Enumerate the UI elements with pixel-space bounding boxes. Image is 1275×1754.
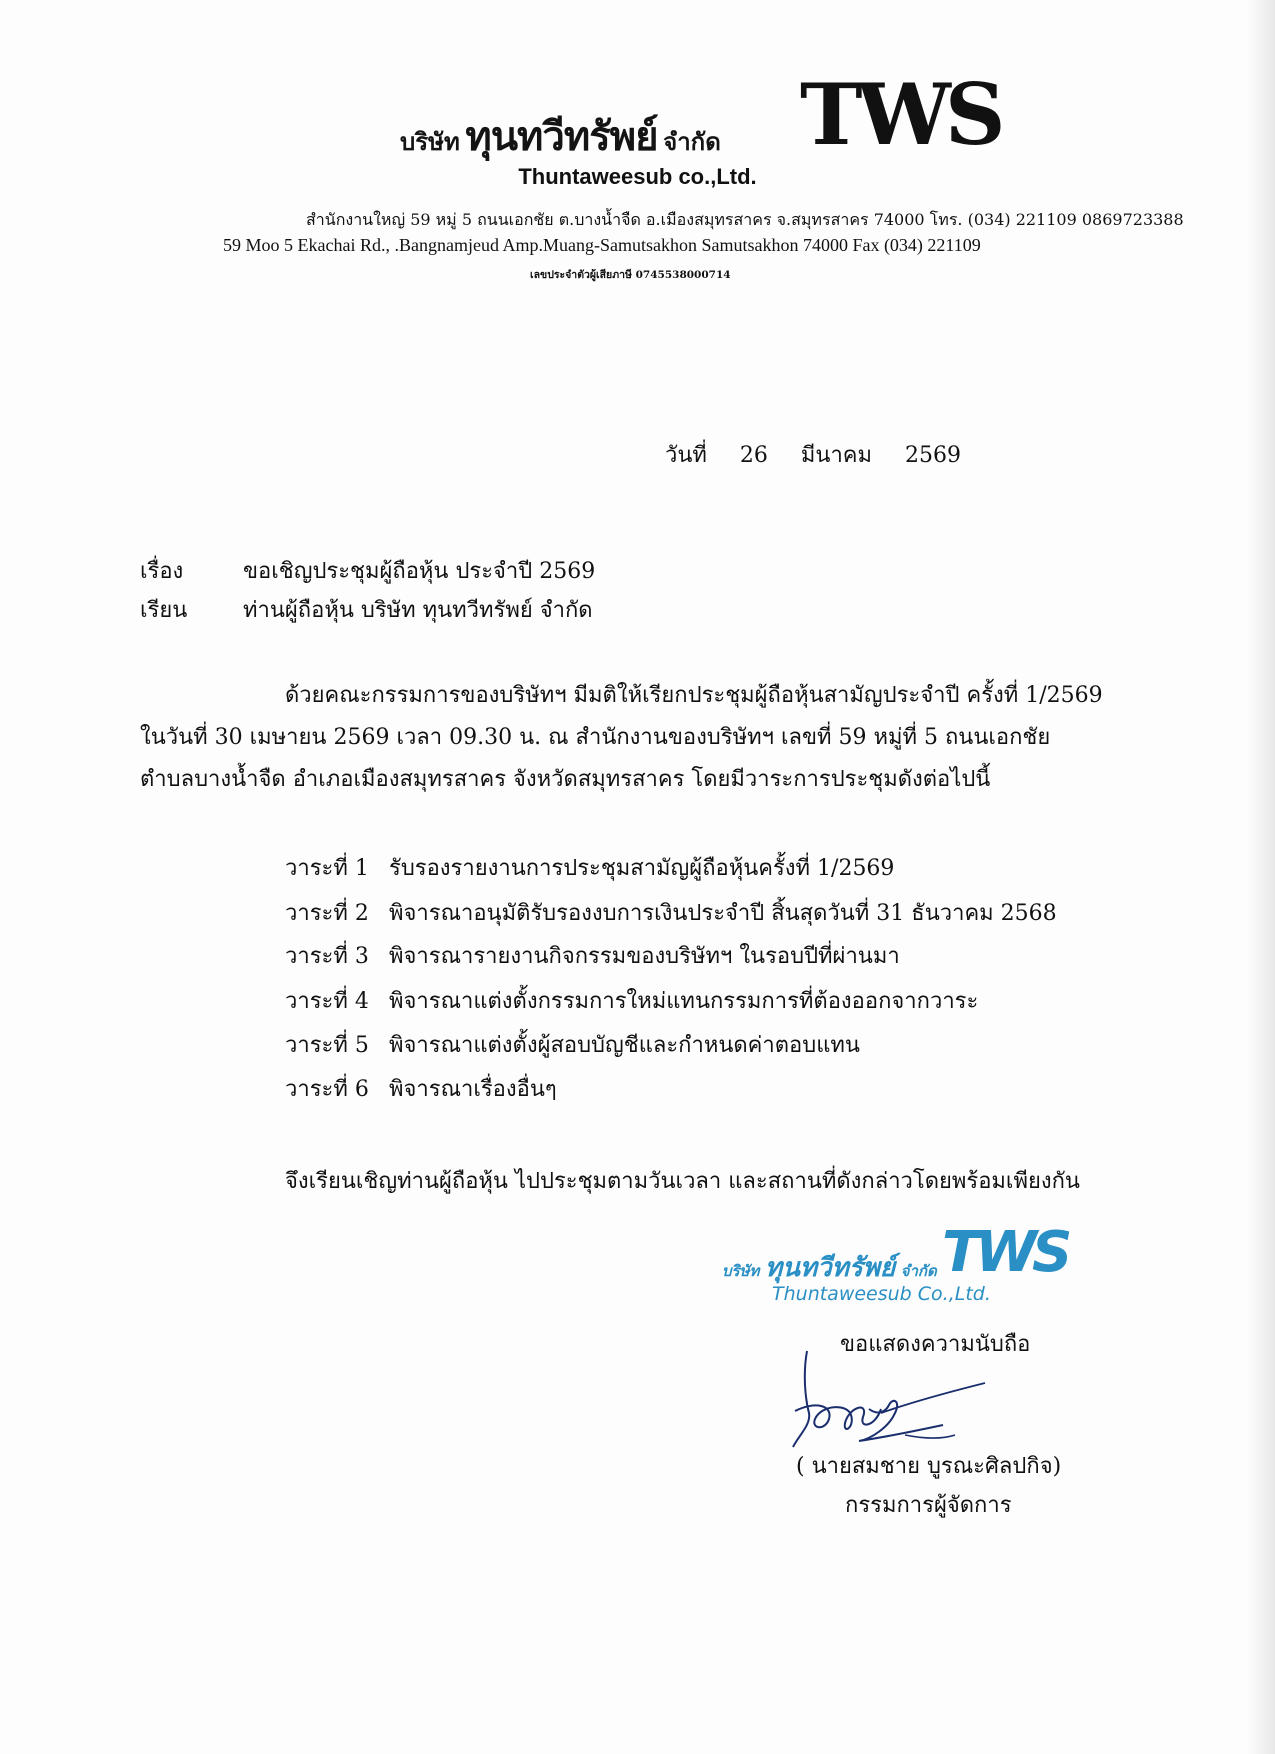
agenda-item	[285, 983, 978, 1018]
company-main-name: ทุนทวีทรัพย์	[465, 114, 658, 160]
recipient-text: ท่านผู้ถือหุ้น บริษัท ทุนทวีทรัพย์ จำกัด	[243, 598, 593, 623]
agenda-text: พิจารณาแต่งตั้งผู้สอบบัญชีและกำหนดค่าตอบแทน	[389, 1033, 860, 1058]
stamp-logo: TWS	[942, 1220, 1068, 1285]
date-label: วันที่	[665, 443, 707, 468]
company-name-thai	[400, 104, 721, 168]
subject-text: ขอเชิญประชุมผู้ถือหุ้น ประจำปี 2569	[243, 559, 596, 584]
body-line-3: ตำบลบางน้ำจืด อำเภอเมืองสมุทรสาคร จังหวัดสมุทรสาคร โดยมีวาระการประชุมดังต่อไปนี้	[140, 767, 991, 792]
agenda-number: วาระที่ 5	[285, 1033, 369, 1058]
regards-text: ขอแสดงความนับถือ	[840, 1332, 1031, 1357]
subject-label: เรื่อง	[140, 559, 184, 584]
handwritten-signature	[785, 1343, 995, 1453]
agenda-number: วาระที่ 2	[285, 901, 369, 926]
signer-name: ( นายสมชาย บูรณะศิลปกิจ)	[796, 1454, 1062, 1479]
agenda-text: พิจารณาแต่งตั้งกรรมการใหม่แทนกรรมการที่ต้องออกจากวาระ	[389, 989, 979, 1014]
agenda-number: วาระที่ 3	[285, 944, 369, 969]
letterhead	[0, 65, 1275, 164]
stamp-prefix: บริษัท	[722, 1262, 760, 1280]
date-month: มีนาคม	[800, 443, 873, 468]
agenda-item	[285, 850, 894, 885]
agenda-item	[285, 1071, 557, 1106]
company-name-english	[0, 164, 1275, 190]
tax-id: เลขประจำตัวผู้เสียภาษี 0745538000714	[530, 269, 731, 281]
signer-title: กรรมการผู้จัดการ	[845, 1493, 1012, 1518]
agenda-item	[285, 895, 1057, 930]
agenda-text: รับรองรายงานการประชุมสามัญผู้ถือหุ้นครั้งที่ 1/2569	[389, 856, 895, 881]
date-day: 26	[739, 443, 768, 468]
stamp-main-name: ทุนทวีทรัพย์	[764, 1253, 896, 1283]
agenda-text: พิจารณาเรื่องอื่นๆ	[389, 1077, 557, 1102]
company-english-text: Thuntaweesub co.,Ltd.	[518, 164, 757, 189]
stamp-english-name: Thuntaweesub Co.,Ltd.	[772, 1283, 991, 1305]
company-logo: TWS	[800, 65, 1000, 164]
company-stamp	[722, 1220, 1068, 1317]
recipient-label: เรียน	[140, 598, 188, 623]
stamp-thai-name	[722, 1247, 937, 1288]
agenda-text: พิจารณาอนุมัติรับรองงบการเงินประจำปี สิ้นสุดวันที่ 31 ธันวาคม 2568	[389, 901, 1057, 926]
address-thai: สำนักงานใหญ่ 59 หมู่ 5 ถนนเอกชัย ต.บางน้ำจืด อ.เมืองสมุทรสาคร จ.สมุทรสาคร 74000 โทร. (034) 221109 0869723388	[306, 210, 1184, 229]
company-suffix: จำกัด	[663, 128, 721, 156]
body-line-1: ด้วยคณะกรรมการของบริษัทฯ มีมติให้เรียกประชุมผู้ถือหุ้นสามัญประจำปี ครั้งที่ 1/2569	[285, 683, 1103, 708]
closing-sentence: จึงเรียนเชิญท่านผู้ถือหุ้น ไปประชุมตามวันเวลา และสถานที่ดังกล่าวโดยพร้อมเพียงกัน	[285, 1169, 1080, 1194]
stamp-suffix: จำกัด	[900, 1262, 937, 1280]
agenda-item	[285, 938, 900, 973]
scan-edge-shadow	[1247, 0, 1275, 1754]
company-prefix: บริษัท	[400, 128, 460, 156]
agenda-text: พิจารณารายงานกิจกรรมของบริษัทฯ ในรอบปีที่ผ่านมา	[389, 944, 900, 969]
agenda-item	[285, 1027, 860, 1062]
address-english: 59 Moo 5 Ekachai Rd., .Bangnamjeud Amp.Muang-Samutsakhon Samutsakhon 74000 Fax (034) 221109	[223, 235, 981, 255]
agenda-number: วาระที่ 4	[285, 989, 369, 1014]
agenda-number: วาระที่ 6	[285, 1077, 369, 1102]
body-line-2: ในวันที่ 30 เมษายน 2569 เวลา 09.30 น. ณ สำนักงานของบริษัทฯ เลขที่ 59 หมู่ที่ 5 ถนนเอกชัย	[140, 725, 1051, 750]
letter-date	[665, 437, 987, 472]
date-year: 2569	[905, 443, 962, 468]
agenda-number: วาระที่ 1	[285, 856, 369, 881]
